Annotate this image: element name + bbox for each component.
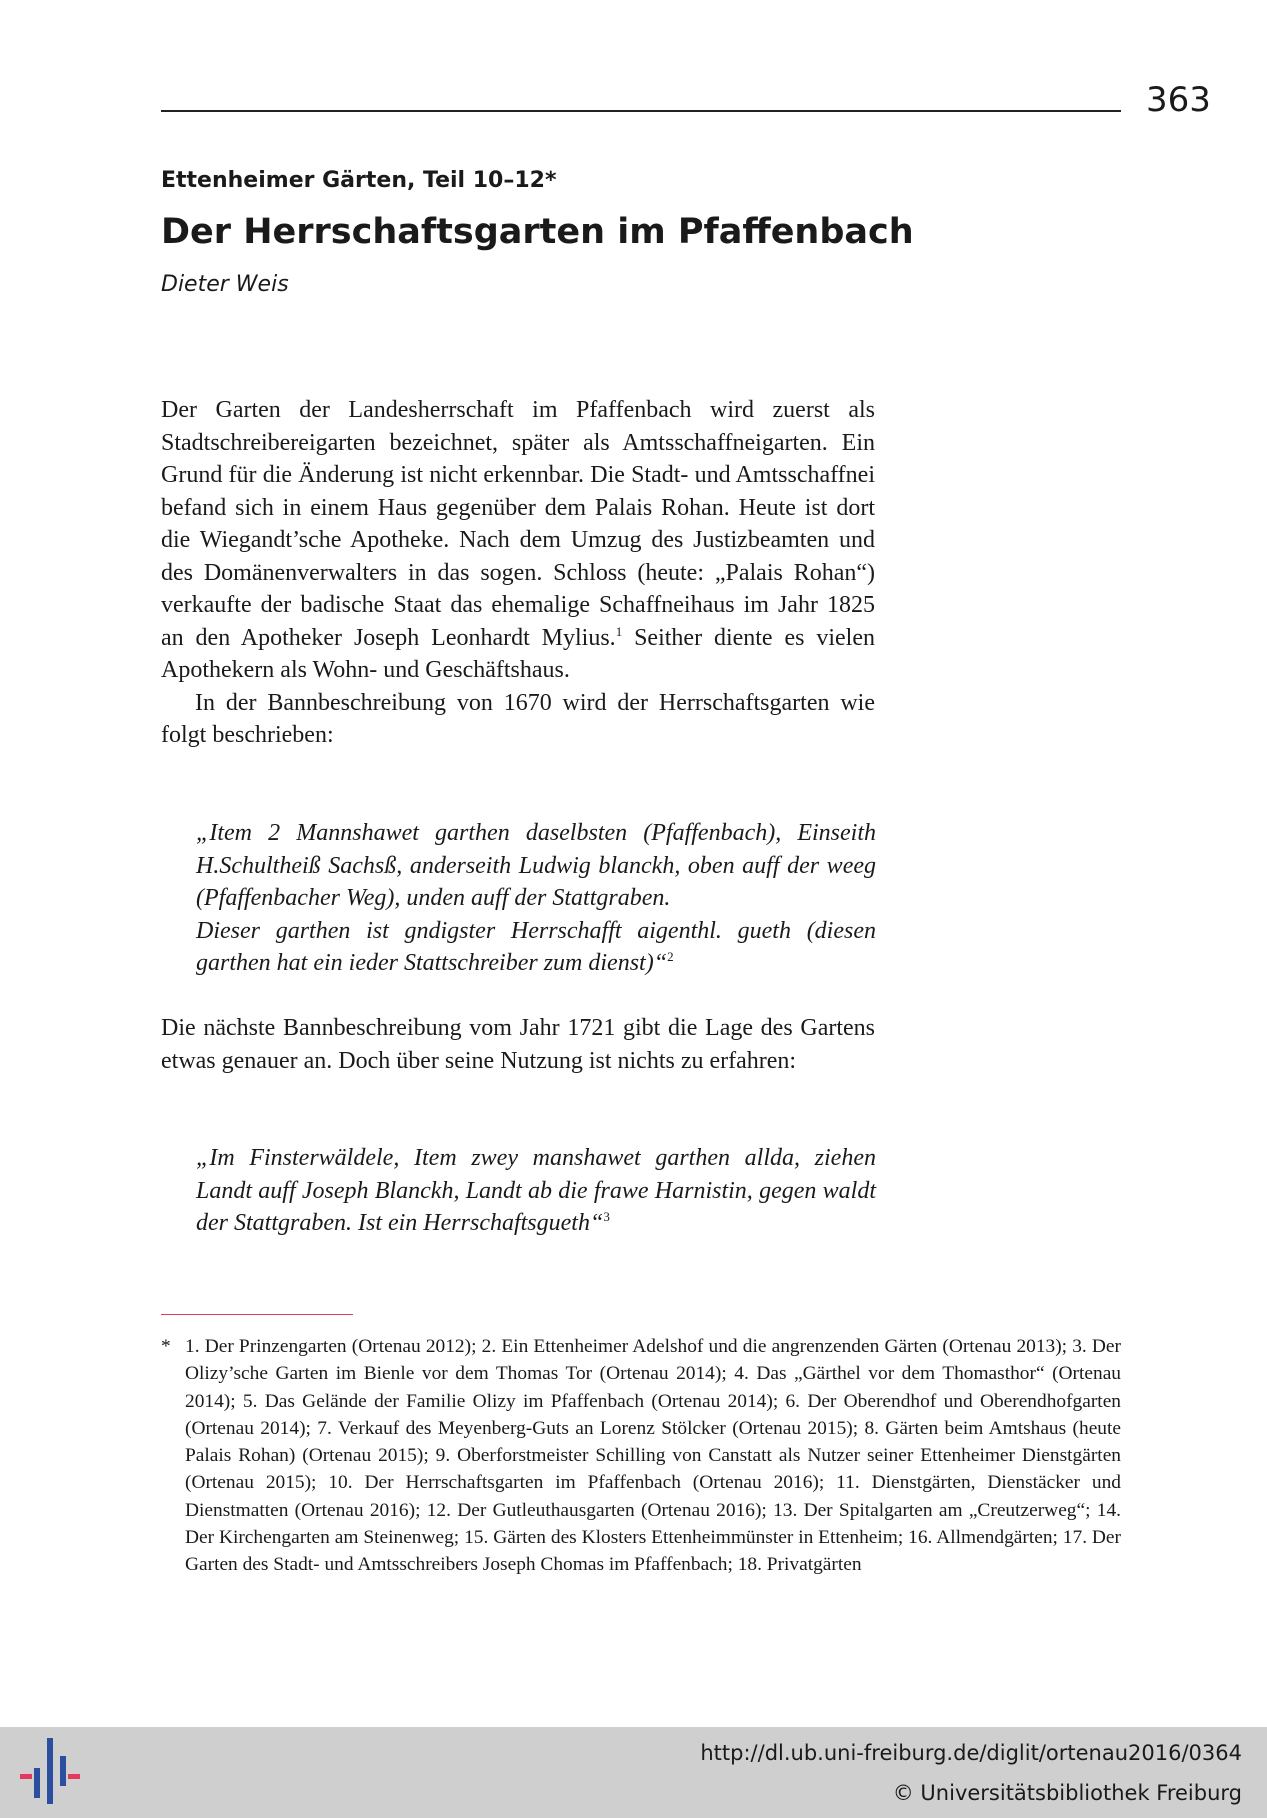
footnote-ref-2: 2	[667, 949, 674, 964]
quote-1-part-2	[196, 915, 876, 980]
logo-left-bar	[34, 1768, 40, 1798]
logo-left-dash	[20, 1774, 32, 1779]
quote-2	[196, 1142, 876, 1240]
digitization-footer	[0, 1727, 1267, 1818]
body-block-2	[161, 1012, 875, 1077]
copyright-notice: © Universitätsbibliothek Freiburg	[892, 1781, 1242, 1805]
header-rule	[161, 110, 1121, 112]
logo-center-bar	[47, 1738, 53, 1804]
paragraph-1	[161, 394, 875, 687]
quote-1-part-1: „Item 2 Mannshawet garthen daselbsten (Pfaffenbach), Einseith H.Schultheiß Sachsß, anderseith Ludwig blanckh, oben auff der weeg (Pfaffenbacher Weg), unden auff der Stattgraben.	[196, 820, 876, 911]
footnote-text: 1. Der Prinzengarten (Ortenau 2012); 2. Ein Ettenheimer Adelshof und die angrenzenden Gärten (Ortenau 2013); 3. Der Olizy’sche Garten im Bienle vor dem Thomas Tor (Ortenau 2014); 4. Das „Gärthel vor dem Thomasthor“ (Ortenau 2014); 5. Das Gelände der Familie Olizy im Pfaffenbach (Ortenau 2014); 6. Der Oberendhof und Oberendhofgarten (Ortenau 2014); 7. Verkauf des Meyenberg-Guts an Lorenz Stölcker (Ortenau 2015); 8. Gärten beim Amtshaus (heute Palais Rohan) (Ortenau 2015); 9. Oberforstmeister Schilling von Canstatt als Nutzer seiner Ettenheimer Dienstgärten (Ortenau 2015); 10. Der Herrschaftsgarten im Pfaffenbach (Ortenau 2016); 11. Dienstgärten, Dienstäcker und Dienstmatten (Ortenau 2016); 12. Der Gutleuthausgarten (Ortenau 2016); 13. Der Spitalgarten am „Creutzerweg“; 14. Der Kirchengarten am Steinenweg; 15. Gärten des Klosters Ettenheimmünster in Ettenheim; 16. Allmendgärten; 17. Der Garten des Stadt- und Amtsschreibers Joseph Chomas im Pfaffenbach; 18. Privatgärten	[185, 1336, 1121, 1576]
article-series: Ettenheimer Gärten, Teil 10–12*	[161, 168, 557, 193]
logo-right-dash	[68, 1774, 80, 1779]
footnote-ref-3: 3	[603, 1209, 610, 1224]
quote-1-part-2-text: Dieser garthen ist gndigster Herrschafft aigenthl. gueth (diesen garthen hat ein ieder Stattschreiber zum dienst)“	[196, 917, 876, 976]
article-author: Dieter Weis	[161, 272, 289, 297]
footnote-rule	[161, 1314, 353, 1315]
footnote	[161, 1333, 1121, 1579]
paragraph-2: In der Bannbeschreibung von 1670 wird der Herrschaftsgarten wie folgt beschrieben:	[161, 689, 875, 748]
quote-2-text-wrapper	[196, 1142, 876, 1240]
quote-1	[196, 817, 876, 980]
page-number: 363	[1146, 80, 1211, 120]
footnote-ref-1: 1	[615, 623, 623, 639]
source-url-link[interactable]: http://dl.ub.uni-freiburg.de/diglit/ortenau2016/0364	[700, 1741, 1242, 1765]
body-block-1	[161, 394, 875, 752]
logo-right-bar	[60, 1756, 66, 1786]
quote-2-text: „Im Finsterwäldele, Item zwey manshawet garthen allda, ziehen Landt auff Joseph Blanckh, Landt ab die frawe Harnistin, gegen waldt der Stattgraben. Ist ein Herrschaftsgueth“	[196, 1145, 876, 1236]
footnote-mark: *	[161, 1336, 171, 1357]
ub-freiburg-logo-icon	[20, 1738, 80, 1808]
paragraph-1-tail: Seither diente es vielen Apothekern als Wohn- und Geschäftshaus.	[161, 624, 875, 683]
paragraph-3: Die nächste Bannbeschreibung vom Jahr 1721 gibt die Lage des Gartens etwas genauer an. Doch über seine Nutzung ist nichts zu erfahren:	[161, 1015, 875, 1074]
paragraph-1-text: Der Garten der Landesherrschaft im Pfaffenbach wird zuerst als Stadtschreibereigarten bezeichnet, später als Amtsschaffneigarten. Ein Grund für die Änderung ist nicht erkennbar. Die Stadt- und Amtsschaffnei befand sich in einem Haus gegenüber dem Palais Rohan. Heute ist dort die Wiegandt’sche Apotheke. Nach dem Umzug des Justizbeamten und des Domänenverwalters in das sogen. Schloss (heute: „Palais Rohan“) verkaufte der badische Staat das ehemalige Schaffneihaus im Jahr 1825 an den Apotheker Joseph Leonhardt Mylius.	[161, 397, 875, 651]
article-title: Der Herrschaftsgarten im Pfaffenbach	[161, 212, 914, 252]
